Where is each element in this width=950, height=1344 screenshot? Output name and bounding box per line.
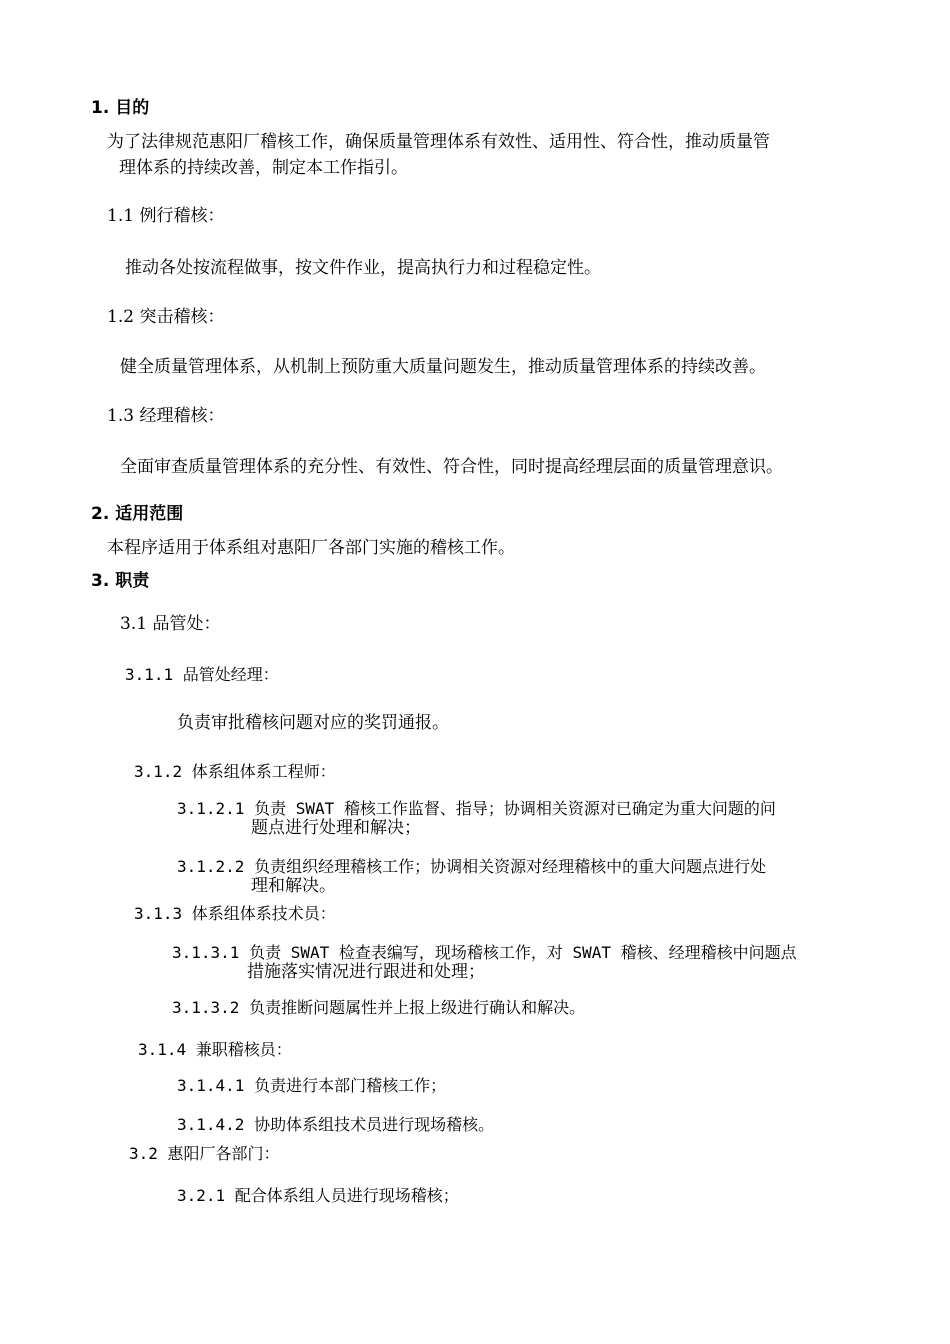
- section-1-heading: 1. 目的: [91, 98, 150, 118]
- section-3-1-4-title: 3.1.4 兼职稽核员：: [138, 1040, 292, 1059]
- section-3-1-1-body: 负责审批稽核问题对应的奖罚通报。: [177, 713, 449, 733]
- section-1-2-title: 1.2 突击稽核：: [107, 307, 225, 327]
- section-3-2-1: 3.2.1 配合体系组人员进行现场稽核；: [177, 1186, 459, 1205]
- section-3-1-4-1: 3.1.4.1 负责进行本部门稽核工作；: [177, 1076, 447, 1095]
- section-3-heading: 3. 职责: [91, 571, 150, 591]
- section-1-paragraph-line-1: 为了法律规范惠阳厂稽核工作，确保质量管理体系有效性、适用性、符合性，推动质量管: [107, 132, 770, 152]
- section-3-1-1-title: 3.1.1 品管处经理：: [125, 665, 279, 684]
- section-1-1-title: 1.1 例行稽核：: [107, 206, 225, 226]
- section-3-1-3-title: 3.1.3 体系组体系技术员：: [134, 904, 336, 923]
- section-3-1-2-1-line-2: 题点进行处理和解决；: [251, 818, 421, 838]
- section-3-1-title: 3.1 品管处：: [120, 614, 221, 634]
- section-3-1-2-2-line-2: 理和解决。: [251, 876, 336, 896]
- section-3-2-title: 3.2 惠阳厂各部门：: [129, 1144, 280, 1163]
- section-2-body: 本程序适用于体系组对惠阳厂各部门实施的稽核工作。: [107, 538, 515, 558]
- section-2-heading: 2. 适用范围: [91, 504, 184, 524]
- section-3-1-2-2-line-1: 3.1.2.2 负责组织经理稽核工作；协调相关资源对经理稽核中的重大问题点进行处: [177, 857, 767, 876]
- section-3-1-3-2: 3.1.3.2 负责推断问题属性并上报上级进行确认和解决。: [172, 998, 586, 1017]
- section-1-3-body: 全面审查质量管理体系的充分性、有效性、符合性，同时提高经理层面的质量管理意识。: [120, 457, 783, 477]
- section-3-1-3-1-line-1: 3.1.3.1 负责 SWAT 检查表编写，现场稽核工作，对 SWAT 稽核、经理稽核中问题点: [172, 943, 797, 962]
- section-1-1-body: 推动各处按流程做事，按文件作业，提高执行力和过程稳定性。: [125, 258, 601, 278]
- section-3-1-4-2: 3.1.4.2 协助体系组技术员进行现场稽核。: [177, 1115, 495, 1134]
- section-1-paragraph-line-2: 理体系的持续改善，制定本工作指引。: [119, 158, 408, 178]
- section-1-2-body: 健全质量管理体系，从机制上预防重大质量问题发生，推动质量管理体系的持续改善。: [120, 357, 766, 377]
- section-3-1-2-title: 3.1.2 体系组体系工程师：: [134, 762, 336, 781]
- section-3-1-2-1-line-1: 3.1.2.1 负责 SWAT 稽核工作监督、指导；协调相关资源对已确定为重大问题的问: [177, 799, 776, 818]
- section-3-1-3-1-line-2: 措施落实情况进行跟进和处理；: [247, 962, 485, 982]
- section-1-3-title: 1.3 经理稽核：: [107, 406, 225, 426]
